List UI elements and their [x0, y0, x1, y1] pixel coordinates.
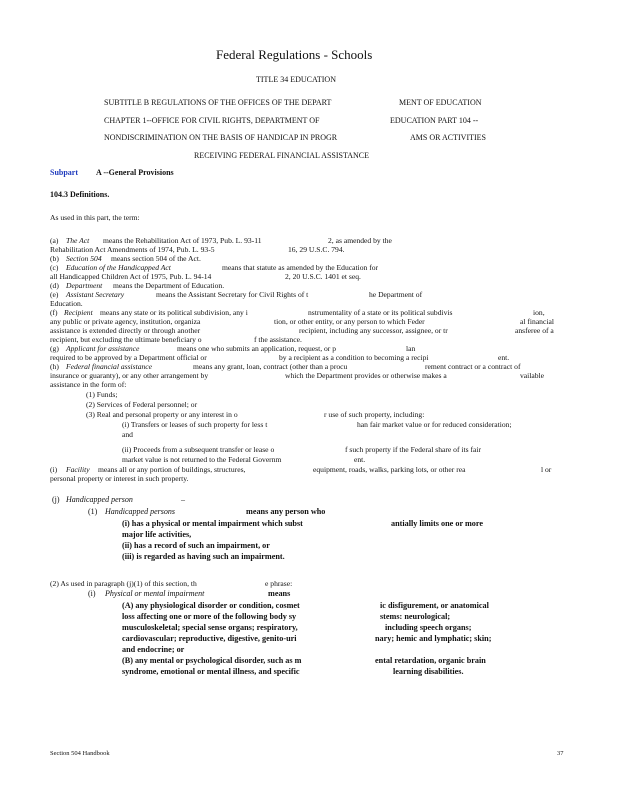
def-text: antially limits one or more	[391, 519, 484, 528]
def-text: means any state or its political subdivision, any i	[100, 308, 248, 317]
def-text: vailable	[520, 371, 545, 380]
list-item: market value is not returned to the Federal Governm	[122, 455, 282, 464]
def-text: which the Department provides or otherwise makes a	[285, 371, 447, 380]
def-text: and endocrine; or	[122, 645, 185, 654]
def-text: Education.	[50, 299, 83, 308]
term-education-handicapped-act: Education of the Handicapped Act	[66, 263, 171, 272]
def-text: ansferee of a	[515, 326, 554, 335]
header-line-2a: CHAPTER 1--OFFICE FOR CIVIL RIGHTS, DEPARTMENT OF	[104, 116, 320, 125]
term-assistant-secretary: Assistant Secretary	[66, 290, 125, 299]
item-label: (i)	[88, 589, 96, 598]
def-text: (B) any mental or psychological disorder, such as m	[122, 656, 302, 665]
def-text: means any person who	[246, 507, 326, 516]
header-line-3b: AMS OR ACTIVITIES	[410, 133, 487, 142]
header-line-1b: MENT OF EDUCATION	[399, 98, 482, 107]
def-text: nary; hemic and lymphatic; skin;	[375, 634, 492, 643]
term-applicant: Applicant for assistance	[66, 344, 140, 353]
list-item: han fair market value or for reduced consideration;	[357, 420, 512, 429]
def-text: ental retardation, organic brain	[375, 656, 486, 665]
def-text: 16, 29 U.S.C. 794.	[288, 245, 345, 254]
list-item: (1) Funds;	[86, 390, 118, 399]
term-section-504: Section 504	[66, 254, 102, 263]
def-text: tion, or other entity, or any person to which Feder	[274, 317, 425, 326]
def-text: including speech organs;	[385, 623, 472, 632]
def-text: 2, 20 U.S.C. 1401 et seq.	[285, 272, 361, 281]
list-item: (2) Services of Federal personnel; or	[86, 400, 198, 409]
def-text: equipment, roads, walks, parking lots, or other rea	[313, 465, 466, 474]
list-item: (ii) Proceeds from a subsequent transfer or lease o	[122, 445, 275, 454]
term-physical-mental-impairment: Physical or mental impairment	[105, 589, 205, 598]
def-text: means one who submits an application, request, or p	[177, 344, 337, 353]
term-the-act: The Act	[66, 236, 90, 245]
para-2-text: (2) As used in paragraph (j)(1) of this section, th	[50, 579, 197, 588]
def-text: ion,	[533, 308, 545, 317]
header-last-line: RECEIVING FEDERAL FINANCIAL ASSISTANCE	[194, 151, 369, 160]
def-text: l or	[541, 465, 552, 474]
intro-text: As used in this part, the term:	[50, 213, 140, 222]
def-text: assistance is extended directly or through another	[50, 326, 201, 335]
def-text: ic disfigurement, or anatomical	[380, 601, 489, 610]
def-text: major life activities,	[122, 530, 192, 539]
para-e-label: (e)	[50, 290, 59, 299]
term-department: Department	[66, 281, 103, 290]
def-text: means all or any portion of buildings, structures,	[98, 465, 246, 474]
para-a-label: (a)	[50, 236, 59, 245]
def-text: all Handicapped Children Act of 1975, Pub. L. 94-14	[50, 272, 212, 281]
term-handicapped-person: Handicapped person	[66, 495, 133, 504]
header-line-1a: SUBTITLE B REGULATIONS OF THE OFFICES OF THE DEPART	[104, 98, 332, 107]
document-title: Federal Regulations - Schools	[216, 47, 373, 62]
list-item: r use of such property, including:	[324, 410, 425, 419]
header-line-3a: NONDISCRIMINATION ON THE BASIS OF HANDICAP IN PROGR	[104, 133, 338, 142]
def-text: required to be approved by a Department official or	[50, 353, 207, 362]
def-text: ent.	[498, 353, 510, 362]
term-recipient: Recipient	[64, 308, 93, 317]
def-text: (iii) is regarded as having such an impairment.	[122, 552, 285, 561]
list-item: ent.	[354, 455, 366, 464]
dash: –	[181, 495, 185, 504]
def-text: (i) has a physical or mental impairment which subst	[122, 519, 303, 528]
para-d-label: (d)	[50, 281, 59, 290]
def-text: personal property or interest in such property.	[50, 474, 189, 483]
page-number: 37	[557, 750, 564, 757]
def-text: syndrome, emotional or mental illness, and specific	[122, 667, 300, 676]
para-h-label: (h)	[50, 362, 59, 371]
def-text: learning disabilities.	[393, 667, 464, 676]
para-i-label: (i)	[50, 465, 58, 474]
header-line-2b: EDUCATION PART 104 --	[390, 116, 479, 125]
term-federal-financial-assistance: Federal financial assistance	[66, 362, 153, 371]
def-text: means	[268, 589, 291, 598]
term-facility: Facility	[66, 465, 90, 474]
def-text: recipient, including any successor, assignee, or tr	[299, 326, 448, 335]
title-line: TITLE 34 EDUCATION	[256, 75, 336, 84]
def-text: by a recipient as a condition to becoming a recipi	[279, 353, 429, 362]
def-text: cardiovascular; reproductive, digestive, genito-uri	[122, 634, 297, 643]
def-text: means that statute as amended by the Education for	[222, 263, 379, 272]
def-text: (ii) has a record of such an impairment, or	[122, 541, 270, 550]
def-text: 2, as amended by the	[328, 236, 392, 245]
def-text: lan	[406, 344, 416, 353]
list-item: (3) Real and personal property or any interest in o	[86, 410, 238, 419]
def-text: means section 504 of the Act.	[111, 254, 201, 263]
def-text: rement contract or a contract of	[425, 362, 521, 371]
item-label: (1)	[88, 507, 98, 516]
list-item: and	[122, 430, 133, 439]
term-handicapped-persons: Handicapped persons	[105, 507, 175, 516]
def-text: assistance in the form of:	[50, 380, 127, 389]
para-j-label: (j)	[52, 495, 60, 504]
def-text: nstrumentality of a state or its political subdivis	[308, 308, 453, 317]
def-text: means the Department of Education.	[113, 281, 225, 290]
subpart-label: Subpart	[50, 168, 79, 177]
def-text: musculoskeletal; special sense organs; respiratory,	[122, 623, 298, 632]
def-text: means any grant, loan, contract (other than a procu	[193, 362, 348, 371]
para-b-label: (b)	[50, 254, 59, 263]
def-text: (A) any physiological disorder or condition, cosmet	[122, 601, 300, 610]
def-text: he Department of	[369, 290, 423, 299]
def-text: Rehabilitation Act Amendments of 1974, Pub. L. 93-5	[50, 245, 215, 254]
footer-left: Section 504 Handbook	[50, 750, 110, 757]
def-text: loss affecting one or more of the following body sy	[122, 612, 297, 621]
def-text: means the Assistant Secretary for Civil Rights of t	[156, 290, 309, 299]
def-text: al financial	[520, 317, 554, 326]
section-heading: 104.3 Definitions.	[50, 190, 110, 199]
def-text: stems: neurological;	[380, 612, 451, 621]
para-g-label: (g)	[50, 344, 59, 353]
para-2-text: e phrase:	[265, 579, 293, 588]
para-f-label: (f)	[50, 308, 58, 317]
def-text: insurance or guaranty), or any other arrangement by	[50, 371, 209, 380]
para-c-label: (c)	[50, 263, 59, 272]
subpart-title: A --General Provisions	[96, 168, 174, 177]
def-text: recipient, but excluding the ultimate beneficiary o	[50, 335, 202, 344]
list-item: f such property if the Federal share of its fair	[345, 445, 482, 454]
list-item: (i) Transfers or leases of such property for less t	[122, 420, 268, 429]
def-text: any public or private agency, institution, organiza	[50, 317, 201, 326]
def-text: f the assistance.	[254, 335, 302, 344]
def-text: means the Rehabilitation Act of 1973, Pub. L. 93-11	[103, 236, 262, 245]
